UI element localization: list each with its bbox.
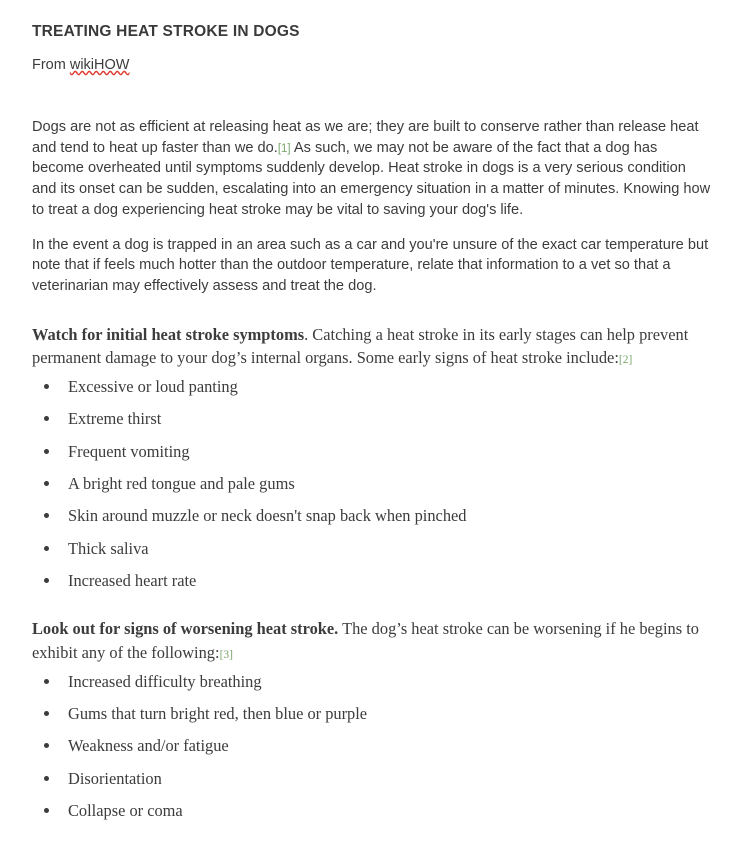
reference-marker-3[interactable]: [3] xyxy=(219,648,233,661)
intro-paragraph-2 xyxy=(32,235,713,297)
list-item: Increased heart rate xyxy=(32,570,713,591)
section-initial-symptoms-lead xyxy=(32,323,713,370)
page-title: TREATING HEAT STROKE IN DOGS xyxy=(32,23,300,40)
list-item: Weakness and/or fatigue xyxy=(32,735,713,756)
source-name: wikiHOW xyxy=(69,57,130,74)
reference-marker-2[interactable]: [2] xyxy=(618,354,633,367)
initial-symptoms-list xyxy=(32,376,713,591)
reference-marker-1[interactable]: [1] xyxy=(277,142,291,155)
section-initial-symptoms-text: . Catching a heat stroke in its early stages can help prevent permanent damage to your dog’s internal organs. Some early signs of heat stroke include: xyxy=(32,324,689,368)
list-item: Increased difficulty breathing xyxy=(32,671,713,692)
intro-paragraph-1-part1: Dogs are not as efficient at releasing heat as we are; they are built to conserve rather than release heat and tend to heat up faster than we do. xyxy=(32,118,699,156)
list-item: Thick saliva xyxy=(32,538,713,559)
intro-paragraph-1 xyxy=(32,117,713,221)
list-item: Collapse or coma xyxy=(32,800,713,821)
section-initial-symptoms xyxy=(32,323,713,592)
list-item: A bright red tongue and pale gums xyxy=(32,473,713,494)
list-item: Extreme thirst xyxy=(32,408,713,429)
section-worsening-signs-text: The dog’s heat stroke can be worsening if he begins to exhibit any of the following: xyxy=(32,619,699,662)
list-item: Excessive or loud panting xyxy=(32,376,713,397)
list-item: Skin around muzzle or neck doesn't snap back when pinched xyxy=(32,505,713,526)
list-item: Gums that turn bright red, then blue or purple xyxy=(32,703,713,724)
intro-paragraph-2-part1: In the event a dog is trapped in an area such as a car and you're unsure of the exact car temperature but note that if feels much hotter than the outdoor temperature, relate that information to a vet so that a veterinarian may effectively assess and treat the dog. xyxy=(32,236,709,295)
section-worsening-signs xyxy=(32,617,713,821)
source-line xyxy=(32,56,713,75)
worsening-signs-list xyxy=(32,671,713,822)
intro-block xyxy=(32,117,713,297)
list-item: Disorientation xyxy=(32,768,713,789)
section-initial-symptoms-heading: Watch for initial heat stroke symptoms xyxy=(32,324,305,344)
intro-paragraph-1-part2: As such, we may not be aware of the fact that a dog has become overheated until symptoms suddenly develop. Heat stroke in dogs is a very serious condition and its onset can be sudden, escalating into an emergency situation in a matter of minutes. Knowing how to treat a dog experiencing heat stroke may be vital to saving your dog's life. xyxy=(32,139,711,218)
source-prefix: From xyxy=(32,57,70,74)
section-worsening-signs-heading: Look out for signs of worsening heat stroke. xyxy=(32,619,339,639)
list-item: Frequent vomiting xyxy=(32,441,713,462)
section-worsening-signs-lead xyxy=(32,617,713,664)
